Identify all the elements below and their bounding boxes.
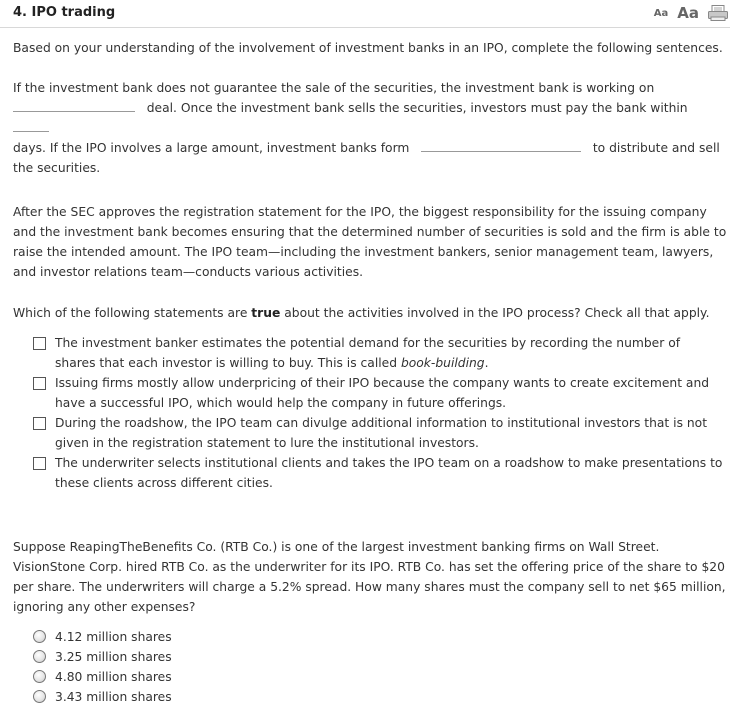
radio-button[interactable] — [33, 690, 46, 703]
fill-line-2 — [13, 98, 727, 138]
radio-label: 4.12 million shares — [55, 630, 172, 644]
fill-in-sentences — [13, 78, 727, 178]
checkbox[interactable] — [33, 457, 46, 470]
font-size-small-button[interactable]: Aa — [653, 7, 669, 19]
radio-label: 3.43 million shares — [55, 690, 172, 704]
checkbox-option[interactable] — [33, 413, 723, 453]
context-paragraph: After the SEC approves the registration statement for the IPO, the biggest responsibility for the issuing company and the investment bank becomes ensuring that the determined number of securities is sold and the firm is able to raise the intended amount. The IPO team—including the investment bankers, senior management team, lawyers, and investor relations team—conducts various activities. — [13, 205, 727, 279]
fill-text-2: deal. Once the investment bank sells the securities, investors must pay the bank within — [146, 101, 688, 115]
radio-button[interactable] — [33, 670, 46, 683]
toolbar — [654, 4, 728, 22]
question-text-after: about the activities involved in the IPO process? Check all that apply. — [280, 306, 710, 320]
fill-line-1 — [13, 78, 727, 98]
radio-label: 4.80 million shares — [55, 670, 172, 684]
fill-text-1: If the investment bank does not guarantee the sale of the securities, the investment bank is working on — [13, 81, 655, 95]
checkbox[interactable] — [33, 417, 46, 430]
radio-button[interactable] — [33, 630, 46, 643]
checkbox-option[interactable] — [33, 333, 723, 373]
font-size-large-button[interactable]: Aa — [677, 4, 699, 22]
radio-option[interactable] — [33, 667, 723, 687]
option-label: During the roadshow, the IPO team can divulge additional information to institutional investors that is not given in the registration statement to lure the institutional investors. — [55, 416, 708, 450]
checkbox[interactable] — [33, 337, 46, 350]
option-italic-term: book-building — [400, 356, 485, 370]
option-label: The underwriter selects institutional clients and takes the IPO team on a roadshow to make presentations to these clients across different cities. — [55, 456, 723, 490]
question-title: 4. IPO trading — [13, 5, 116, 20]
intro-text: Based on your understanding of the involvement of investment banks in an IPO, complete the following sentences. — [13, 41, 723, 55]
question-emphasis: true — [251, 306, 281, 320]
checkbox-question — [13, 303, 727, 323]
fill-line-3 — [13, 138, 727, 158]
deal-type-blank[interactable] — [13, 98, 135, 112]
header-divider — [0, 27, 730, 28]
radio-option[interactable] — [33, 687, 723, 707]
syndicate-blank[interactable] — [421, 138, 581, 152]
question-text-before: Which of the following statements are — [13, 306, 252, 320]
checkbox-option[interactable] — [33, 373, 723, 413]
checkbox[interactable] — [33, 377, 46, 390]
checkbox-list — [33, 333, 723, 493]
problem-paragraph: Suppose ReapingTheBenefits Co. (RTB Co.) is one of the largest investment banking firms on Wall Street. VisionStone Corp. hired RTB Co. as the underwriter for its IPO. RTB Co. has set the offering price of the share to $20 per share. The underwriters will charge a 5.2% spread. How many shares must the company sell to net $65 million, ignoring any other expenses? — [13, 540, 726, 614]
days-blank[interactable] — [13, 118, 49, 132]
radio-button[interactable] — [33, 650, 46, 663]
question-header — [13, 5, 728, 25]
fill-line-4 — [13, 158, 727, 178]
radio-option[interactable] — [33, 627, 723, 647]
radio-option[interactable] — [33, 647, 723, 667]
option-label: The investment banker estimates the potential demand for the securities by recording the number of shares that each investor is willing to buy. This is called — [55, 336, 681, 370]
fill-text-3: days. If the IPO involves a large amount, investment banks form — [13, 141, 410, 155]
checkbox-option[interactable] — [33, 453, 723, 493]
radio-label: 3.25 million shares — [55, 650, 172, 664]
fill-text-5: the securities. — [13, 161, 101, 175]
fill-text-4: to distribute and sell — [592, 141, 720, 155]
option-label-end: . — [484, 356, 489, 370]
option-label: Issuing firms mostly allow underpricing of their IPO because the company wants to create excitement and have a successful IPO, which would help the company in future offerings. — [55, 376, 710, 410]
radio-list — [33, 627, 723, 707]
print-icon[interactable] — [708, 5, 728, 21]
